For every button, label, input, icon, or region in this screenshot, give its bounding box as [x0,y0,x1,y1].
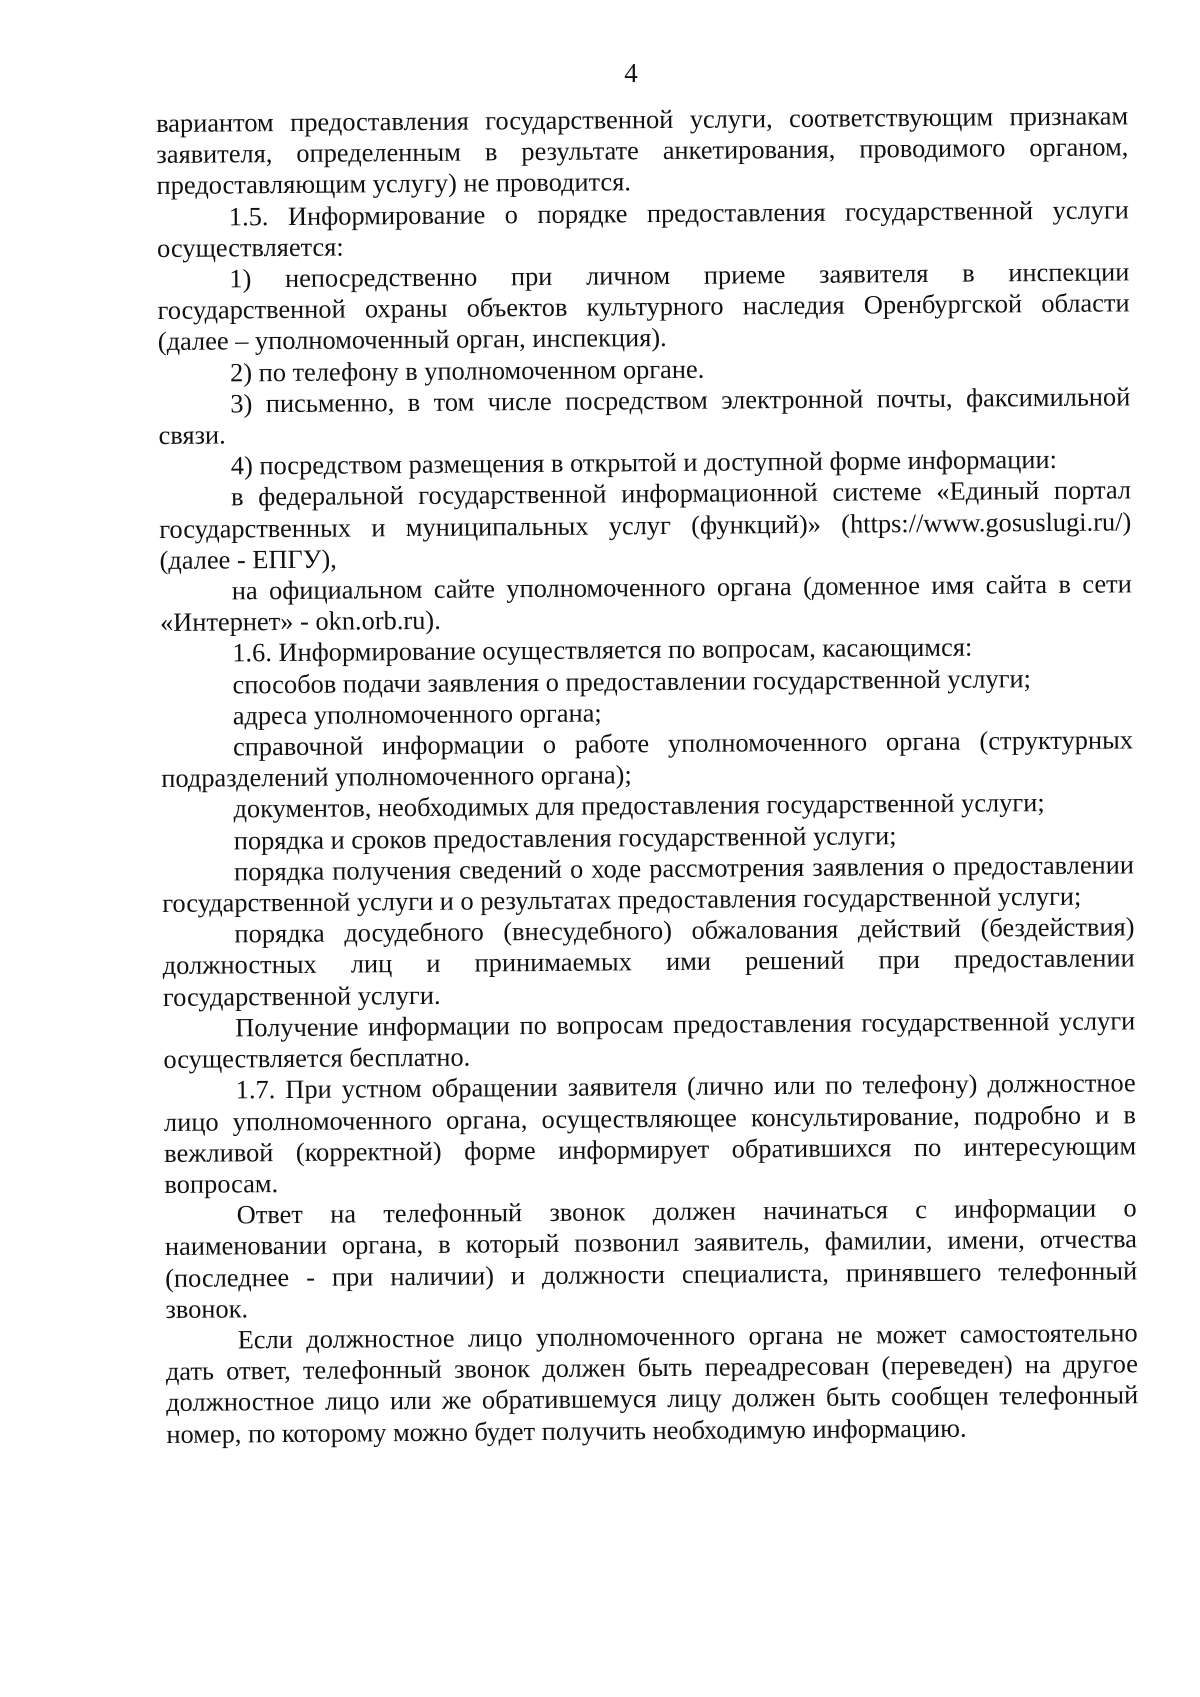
paragraph-p-1-5-2: 2) по телефону в уполномоченном органе. [229,353,705,388]
paragraph-p-1-5-4-site: на официальном сайте уполномоченного органа (доменное имя сайта в сети «Интернет» - okn.orb.ru). [159,568,1132,638]
paragraph-p-1-5-4-epgu: в федеральной государственной информационной системе «Единый портал государственных и муниципальных услуг (функций)» (https://www.gosuslugi.ru/) (далее - ЕПГУ), [159,474,1132,575]
document-body [156,100,1139,1449]
paragraph-p-1-5-4: 4) посредством размещения в открытой и доступной форме информации: [230,444,1057,481]
page-number: 4 [624,58,638,88]
paragraph-p-1-5: 1.5. Информирование о порядке предоставления государственной услуги осуществляется: [156,193,1129,263]
paragraph-p-phone-answer: Ответ на телефонный звонок должен начинаться с информации о наименовании органа, в который позвонил заявитель, фамилии, имени, отчества (последнее - при наличии) и должности специалиста, принявшего телефонный звонок. [164,1192,1138,1324]
paragraph-p-free: Получение информации по вопросам предоставления государственной услуги осуществляется бесплатно. [163,1005,1136,1075]
paragraph-p-1-6-b: адреса уполномоченного органа; [232,697,602,731]
paragraph-p-1-6: 1.6. Информирование осуществляется по вопросам, касающимся: [232,632,973,668]
paragraph-p-1-6-a: способов подачи заявления о предоставлении государственной услуги; [232,662,1032,700]
paragraph-p-1-5-3: 3) письменно, в том числе посредством электронной почты, факсимильной связи. [158,381,1131,451]
paragraph-p-1-6-d: документов, необходимых для предоставления государственной услуги; [233,787,1045,824]
paragraph-p-1-6-e: порядка и сроков предоставления государственной услуги; [233,819,897,856]
paragraph-p-1-6-c: справочной информации о работе уполномоченного органа (структурных подразделений уполномоченного органа); [161,724,1134,794]
paragraph-p-1-6-f: порядка получения сведений о ходе рассмотрения заявления о предоставлении государственной услуги и о результатах предоставления государственной услуги; [162,849,1135,919]
paragraph-p-1-6-g: порядка досудебного (внесудебного) обжалования действий (бездействия) должностных лиц и принимаемых ими решений при предоставлении государственной услуги. [162,911,1135,1012]
paragraph-p-1-5-1: 1) непосредственно при личном приеме заявителя в инспекции государственной охраны объектов культурного наследия Оренбургской области (далее – уполномоченный орган, инспекция). [157,256,1130,357]
paragraph-p-continuation: вариантом предоставления государственной услуги, соответствующим признакам заявителя, определенным в результате анкетирования, проводимого органом, предоставляющим услугу) не проводится. [156,100,1129,201]
paragraph-p-1-7: 1.7. При устном обращении заявителя (лично или по телефону) должностное лицо уполномоченного органа, осуществляющее консультирование, подробно и в вежливой (корректной) форме информирует обратившихся по интересующим вопросам. [163,1067,1137,1199]
paragraph-p-redirect: Если должностное лицо уполномоченного органа не может самостоятельно дать ответ, телефонный звонок должен быть переадресован (переведен) на другое должностное лицо или же обратившемуся лицу должен быть сообщен телефонный номер, по которому можно будет получить необходимую информацию. [165,1317,1139,1449]
